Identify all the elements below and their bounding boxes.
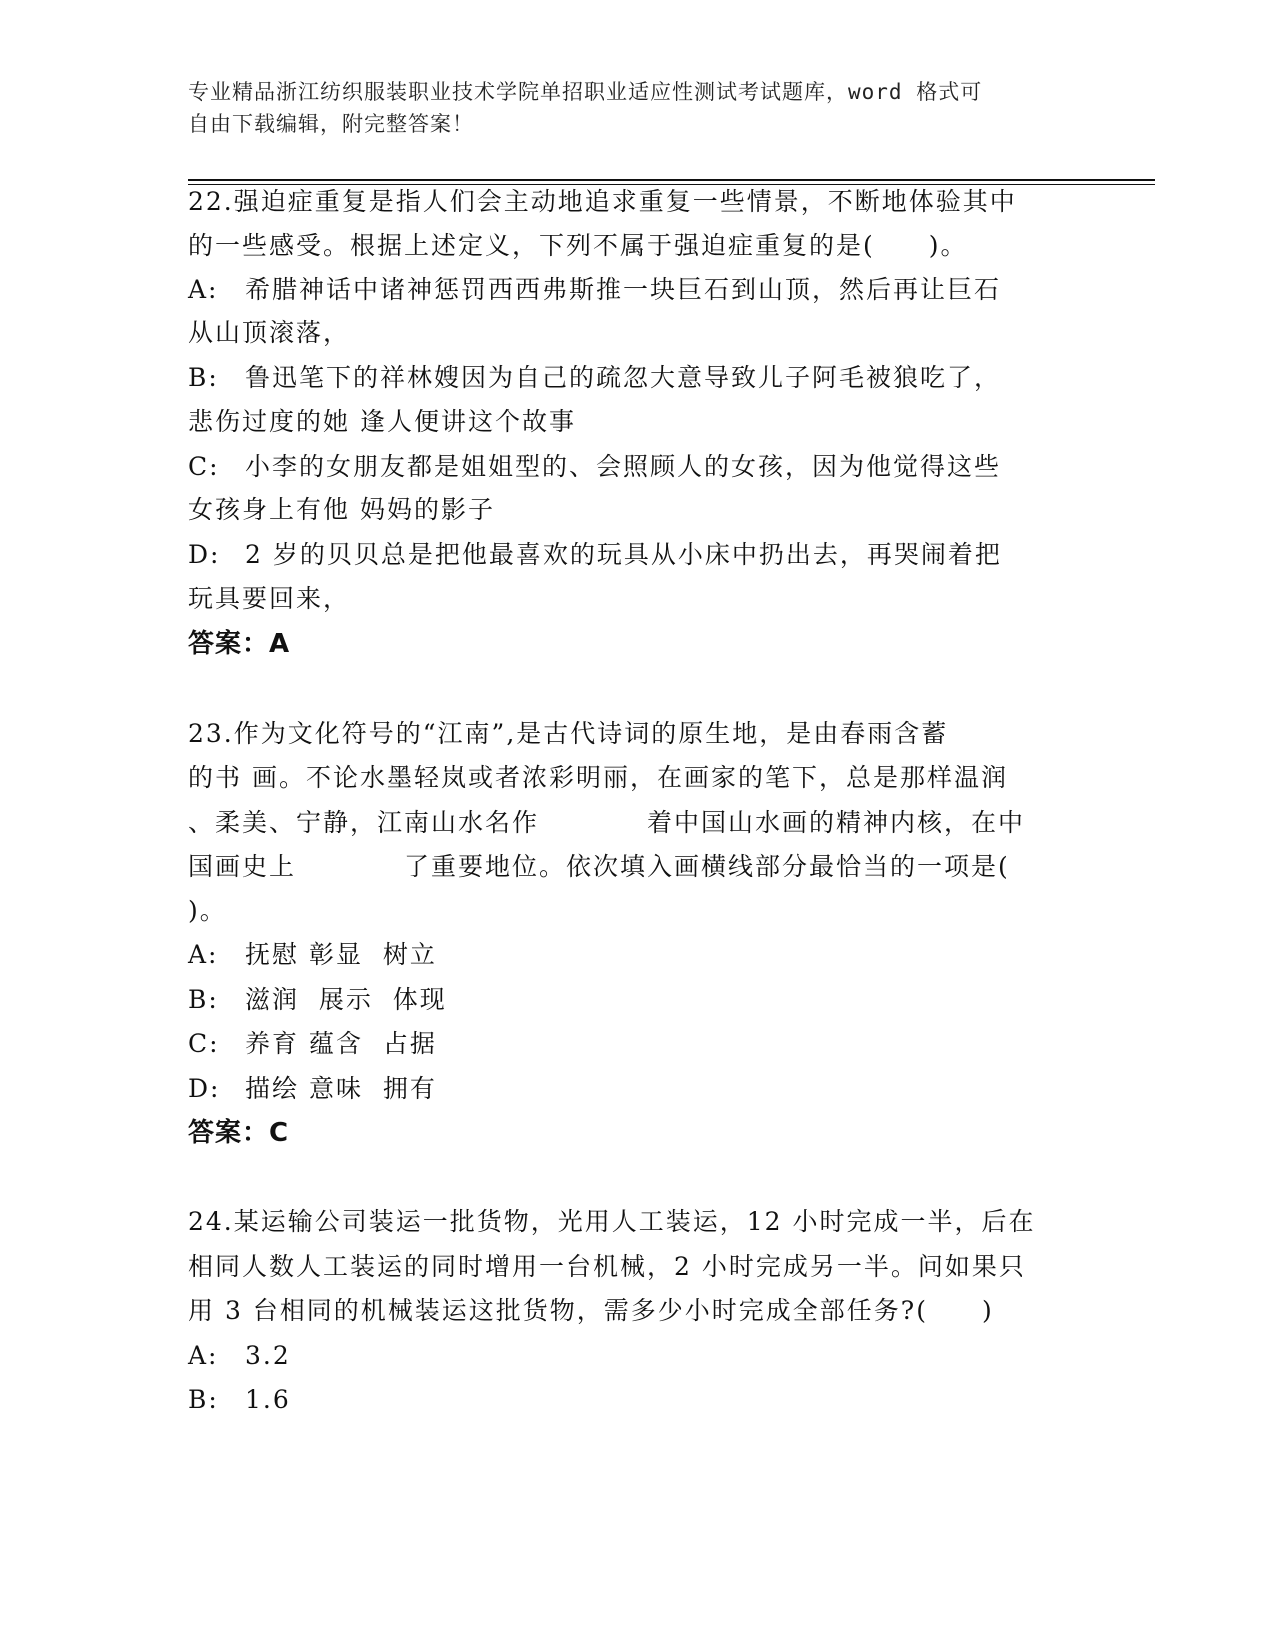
q22-answer: 答案：A bbox=[188, 629, 291, 659]
q22-stem-line-1: 22.强迫症重复是指人们会主动地追求重复一些情景，不断地体验其中 bbox=[188, 187, 1017, 216]
q23-stem-line-4: 国画史上 了重要地位。依次填入画横线部分最恰当的一项是( bbox=[188, 852, 1010, 881]
q22-option-d-line-2: 玩具要回来， bbox=[188, 584, 351, 613]
q23-stem-line-3: 、柔美、宁静，江南山水名作 着中国山水画的精神内核，在中 bbox=[188, 808, 1026, 837]
q22-option-b-label: B: bbox=[188, 363, 219, 392]
q23-stem-line-5: )。 bbox=[188, 896, 227, 925]
q23-option-a-label: A: bbox=[188, 940, 219, 969]
q24-option-a-label: A: bbox=[188, 1341, 219, 1370]
q23-option-b-label: B: bbox=[188, 985, 219, 1014]
q24-option-a-text: 3.2 bbox=[245, 1341, 291, 1370]
header-line-1: 专业精品浙江纺织服装职业技术学院单招职业适应性测试考试题库，word 格式可 bbox=[188, 80, 983, 104]
q23-option-d-text: 描绘 意味 拥有 bbox=[245, 1074, 437, 1103]
q22-option-a-line-2: 从山顶滚落， bbox=[188, 318, 351, 347]
q22-option-a-label: A: bbox=[188, 275, 219, 304]
document-header bbox=[188, 76, 1088, 140]
q24-stem-line-2: 相同人数人工装运的同时增用一台机械，2 小时完成另一半。问如果只 bbox=[188, 1252, 1026, 1281]
q22-option-b-line-1: 鲁迅笔下的祥林嫂因为自己的疏忽大意导致儿子阿毛被狼吃了， bbox=[245, 363, 1002, 392]
q22-option-c-line-1: 小李的女朋友都是姐姐型的、会照顾人的女孩，因为他觉得这些 bbox=[245, 452, 1002, 481]
q23-answer: 答案：C bbox=[188, 1118, 290, 1148]
q23-stem-line-2: 的书 画。不论水墨轻岚或者浓彩明丽，在画家的笔下，总是那样温润 bbox=[188, 763, 1008, 792]
q23-option-c-text: 养育 蕴含 占据 bbox=[245, 1029, 437, 1058]
q22-stem-line-2: 的一些感受。根据上述定义，下列不属于强迫症重复的是( )。 bbox=[188, 231, 968, 260]
q22-option-c-line-2: 女孩身上有他 妈妈的影子 bbox=[188, 495, 495, 524]
q22-option-a-line-1: 希腊神话中诸神惩罚西西弗斯推一块巨石到山顶，然后再让巨石 bbox=[245, 275, 1002, 304]
q24-option-b-label: B: bbox=[188, 1385, 219, 1414]
q24-option-b-text: 1.6 bbox=[245, 1385, 291, 1414]
q23-option-a-text: 抚慰 彰显 树立 bbox=[245, 940, 437, 969]
q22-option-b-line-2: 悲伤过度的她 逢人便讲这个故事 bbox=[188, 407, 576, 436]
q23-option-c-label: C: bbox=[188, 1029, 220, 1058]
q24-stem-line-1: 24.某运输公司装运一批货物，光用人工装运，12 小时完成一半，后在 bbox=[188, 1207, 1036, 1236]
q22-option-d-label: D: bbox=[188, 540, 221, 569]
q23-option-b-text: 滋润 展示 体现 bbox=[245, 985, 447, 1014]
header-rule-thick bbox=[188, 179, 1155, 181]
q22-option-c-label: C: bbox=[188, 452, 220, 481]
q22-option-d-line-1: 2 岁的贝贝总是把他最喜欢的玩具从小床中扔出去，再哭闹着把 bbox=[245, 540, 1002, 569]
q23-stem-line-1: 23.作为文化符号的“江南”,是古代诗词的原生地，是由春雨含蓄 bbox=[188, 719, 949, 748]
q23-option-d-label: D: bbox=[188, 1074, 221, 1103]
header-line-2: 自由下载编辑，附完整答案！ bbox=[188, 112, 474, 136]
q24-stem-line-3: 用 3 台相同的机械装运这批货物，需多少小时完成全部任务?( ) bbox=[188, 1296, 994, 1325]
